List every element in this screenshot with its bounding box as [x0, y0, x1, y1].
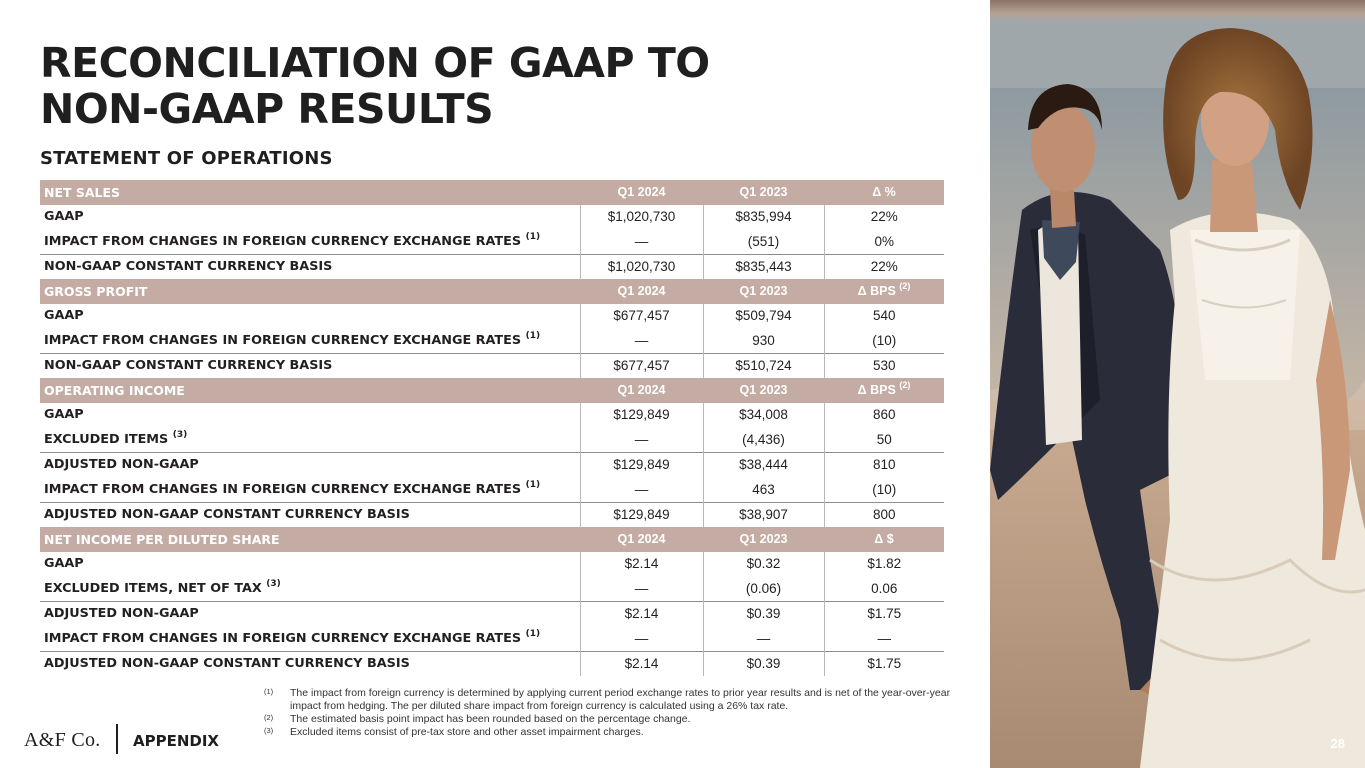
column-header: [703, 180, 824, 205]
column-header-text: Δ BPS: [857, 383, 896, 398]
row-label-text: ADJUSTED NON-GAAP: [44, 457, 199, 473]
table-cell: 22%: [824, 254, 944, 279]
table-cell: $38,444: [703, 452, 824, 477]
table-cell: 463: [703, 477, 824, 502]
row-label: [40, 452, 580, 477]
column-header-text: Q1 2024: [617, 185, 666, 200]
table-cell: 800: [824, 502, 944, 527]
footnote: [264, 687, 954, 713]
company-logo: A&F Co.: [24, 729, 101, 751]
section-subtitle: STATEMENT OF OPERATIONS: [40, 148, 333, 169]
table-cell: $509,794: [703, 304, 824, 329]
column-header-text: Q1 2023: [739, 284, 788, 299]
table-cell: 930: [703, 328, 824, 353]
row-label-text: EXCLUDED ITEMS, NET OF TAX: [44, 580, 262, 596]
table-row: [40, 601, 944, 626]
table-cell: $510,724: [703, 353, 824, 378]
table-cell: $0.32: [703, 552, 824, 577]
page-title: [40, 40, 710, 132]
row-label: [40, 254, 580, 279]
table-cell: 530: [824, 353, 944, 378]
column-header: [703, 378, 824, 403]
table-cell: 540: [824, 304, 944, 329]
table-cell: $1,020,730: [580, 205, 703, 230]
table-cell: —: [580, 477, 703, 502]
footnote-mark: (3): [264, 726, 274, 735]
table-cell: (10): [824, 328, 944, 353]
row-label: [40, 502, 580, 527]
table-cell: $129,849: [580, 502, 703, 527]
row-label: [40, 304, 580, 329]
row-label-text: ADJUSTED NON-GAAP CONSTANT CURRENCY BASIS: [44, 507, 410, 523]
table-row: [40, 205, 944, 230]
table-cell: —: [824, 626, 944, 651]
row-label: [40, 353, 580, 378]
column-header: [580, 527, 703, 552]
page-number: 28: [1330, 736, 1345, 751]
footnote-reference: (1): [525, 479, 541, 490]
column-header-text: NET SALES: [44, 184, 121, 200]
table-cell: —: [703, 626, 824, 651]
column-header-text: Δ BPS: [857, 284, 896, 299]
row-label-text: GAAP: [44, 556, 84, 572]
section-header-label: [40, 279, 580, 304]
row-label: [40, 229, 580, 254]
row-label-text: NON-GAAP CONSTANT CURRENCY BASIS: [44, 358, 333, 374]
table-row: [40, 477, 944, 502]
table-row: [40, 502, 944, 527]
column-header-text: Q1 2024: [617, 284, 666, 299]
table-cell: 50: [824, 427, 944, 452]
table-cell: $1,020,730: [580, 254, 703, 279]
row-label: [40, 552, 580, 577]
row-label-text: GAAP: [44, 209, 84, 225]
section-header-row: [40, 378, 944, 403]
column-header: [580, 279, 703, 304]
row-label: [40, 403, 580, 428]
footnote-reference: (1): [525, 231, 541, 242]
table-cell: —: [580, 576, 703, 601]
row-label: [40, 205, 580, 230]
section-header-row: [40, 279, 944, 304]
footnote-text: The estimated basis point impact has been rounded based on the percentage change.: [290, 713, 691, 725]
footnote: [264, 713, 954, 726]
row-label: [40, 427, 580, 452]
table-cell: $2.14: [580, 552, 703, 577]
row-label-text: IMPACT FROM CHANGES IN FOREIGN CURRENCY EXCHANGE RATES: [44, 332, 522, 348]
row-label: [40, 601, 580, 626]
page-title-line-2: NON-GAAP RESULTS: [40, 85, 494, 133]
table-row: [40, 328, 944, 353]
row-label: [40, 477, 580, 502]
footer-divider: [116, 724, 118, 754]
section-header-label: [40, 180, 580, 205]
hero-photo: [990, 0, 1365, 768]
table-cell: $677,457: [580, 353, 703, 378]
table-cell: $835,443: [703, 254, 824, 279]
column-header: [824, 378, 944, 403]
column-header-text: Δ $: [874, 532, 894, 547]
section-label: APPENDIX: [133, 732, 219, 750]
column-header-text: NET INCOME PER DILUTED SHARE: [44, 531, 280, 547]
row-label: [40, 576, 580, 601]
table-row: [40, 304, 944, 329]
section-header-label: [40, 378, 580, 403]
reconciliation-table-body: [40, 180, 944, 676]
row-label-text: EXCLUDED ITEMS: [44, 431, 169, 447]
table-cell: $34,008: [703, 403, 824, 428]
row-label-text: ADJUSTED NON-GAAP: [44, 606, 199, 622]
table-row: [40, 552, 944, 577]
table-cell: —: [580, 427, 703, 452]
column-header-text: Q1 2024: [617, 532, 666, 547]
column-header-text: Q1 2023: [739, 185, 788, 200]
row-label-text: IMPACT FROM CHANGES IN FOREIGN CURRENCY EXCHANGE RATES: [44, 630, 522, 646]
column-header: [580, 378, 703, 403]
column-header: [824, 180, 944, 205]
table-cell: —: [580, 229, 703, 254]
column-header-text: OPERATING INCOME: [44, 382, 185, 398]
table-cell: $129,849: [580, 403, 703, 428]
table-row: [40, 427, 944, 452]
column-header-text: Q1 2024: [617, 383, 666, 398]
row-label-text: IMPACT FROM CHANGES IN FOREIGN CURRENCY EXCHANGE RATES: [44, 233, 522, 249]
table-row: [40, 651, 944, 676]
column-header: [703, 527, 824, 552]
table-cell: $2.14: [580, 651, 703, 676]
row-label-text: NON-GAAP CONSTANT CURRENCY BASIS: [44, 259, 333, 275]
column-header-text: Q1 2023: [739, 532, 788, 547]
reconciliation-table: [40, 180, 944, 676]
table-cell: (10): [824, 477, 944, 502]
column-header: [824, 279, 944, 304]
table-cell: $0.39: [703, 651, 824, 676]
table-row: [40, 229, 944, 254]
table-cell: —: [580, 328, 703, 353]
section-header-row: [40, 180, 944, 205]
footnote-text: Excluded items consist of pre-tax store and other asset impairment charges.: [290, 726, 644, 738]
table-row: [40, 626, 944, 651]
table-row: [40, 403, 944, 428]
footnote-mark: (1): [264, 687, 274, 696]
table-cell: 860: [824, 403, 944, 428]
table-cell: $1.75: [824, 601, 944, 626]
table-cell: $835,994: [703, 205, 824, 230]
column-header: [580, 180, 703, 205]
table-row: [40, 576, 944, 601]
table-cell: (0.06): [703, 576, 824, 601]
table-cell: $1.75: [824, 651, 944, 676]
footnote-reference: (2): [899, 380, 911, 391]
footnote: [264, 726, 954, 739]
row-label-text: IMPACT FROM CHANGES IN FOREIGN CURRENCY EXCHANGE RATES: [44, 481, 522, 497]
table-cell: $677,457: [580, 304, 703, 329]
page-title-line-1: RECONCILIATION OF GAAP TO: [40, 39, 710, 87]
row-label: [40, 328, 580, 353]
row-label-text: ADJUSTED NON-GAAP CONSTANT CURRENCY BASIS: [44, 656, 410, 672]
row-label: [40, 651, 580, 676]
table-cell: $2.14: [580, 601, 703, 626]
table-cell: 810: [824, 452, 944, 477]
column-header-text: Δ %: [872, 185, 896, 200]
footnotes: [264, 687, 954, 739]
column-header-text: Q1 2023: [739, 383, 788, 398]
footnote-reference: (1): [525, 330, 541, 341]
section-header-label: [40, 527, 580, 552]
table-row: [40, 254, 944, 279]
table-cell: (4,436): [703, 427, 824, 452]
table-row: [40, 452, 944, 477]
table-cell: 0%: [824, 229, 944, 254]
table-cell: $0.39: [703, 601, 824, 626]
section-header-row: [40, 527, 944, 552]
couple-beach-photo: [990, 0, 1365, 768]
footnote-mark: (2): [264, 713, 274, 722]
column-header: [703, 279, 824, 304]
row-label: [40, 626, 580, 651]
column-header: [824, 527, 944, 552]
footnote-text: The impact from foreign currency is determined by applying current period exchange rates to prior year results and is net of the year-over-year impact from hedging. The per diluted share impact from foreign currency is calculated using a 26% tax rate.: [290, 687, 951, 712]
table-cell: —: [580, 626, 703, 651]
table-cell: 22%: [824, 205, 944, 230]
footnote-reference: (3): [266, 578, 281, 589]
table-row: [40, 353, 944, 378]
column-header-text: GROSS PROFIT: [44, 283, 148, 299]
row-label-text: GAAP: [44, 407, 84, 423]
footnote-reference: (2): [899, 281, 911, 292]
footnote-reference: (1): [525, 628, 541, 639]
table-cell: 0.06: [824, 576, 944, 601]
footnote-reference: (3): [172, 429, 188, 440]
table-cell: (551): [703, 229, 824, 254]
table-cell: $129,849: [580, 452, 703, 477]
table-cell: $1.82: [824, 552, 944, 577]
row-label-text: GAAP: [44, 308, 84, 324]
table-cell: $38,907: [703, 502, 824, 527]
